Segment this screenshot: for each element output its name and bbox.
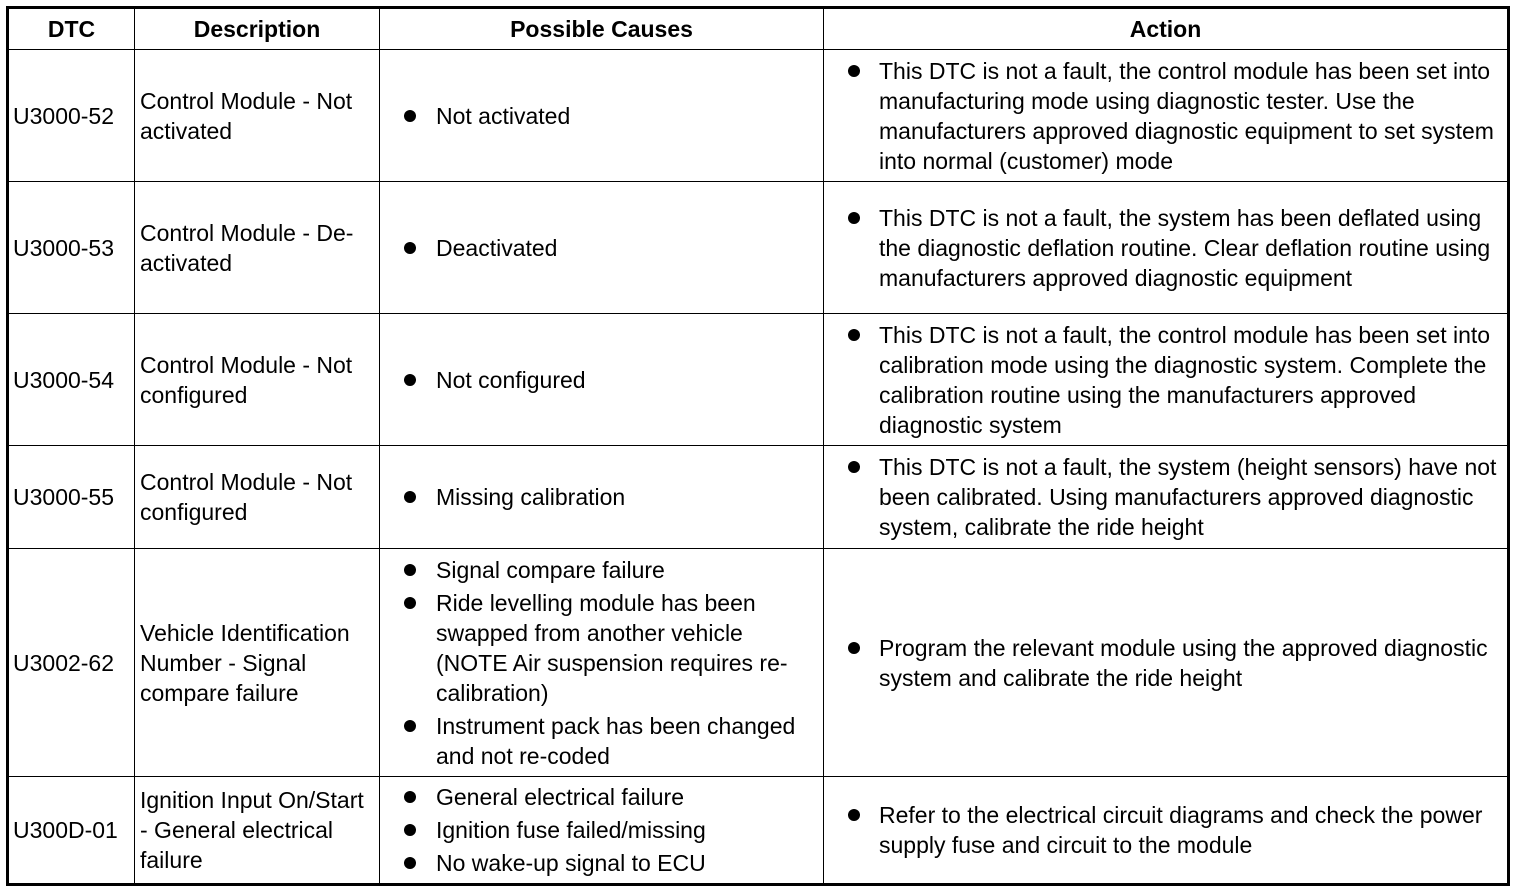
action-text: This DTC is not a fault, the system has been deflated using the diagnostic deflation routine. Clear deflation routine using manufacturers approved diagnostic equipment: [879, 204, 1491, 291]
cause-item: [384, 782, 819, 812]
possible-causes: [380, 182, 824, 314]
cause-item: [384, 101, 819, 131]
action-text: This DTC is not a fault, the control module has been set into manufacturing mode using diagnostic tester. Use the manufacturers approved diagnostic equipment to set system into normal (customer) mode: [879, 57, 1494, 174]
cause-text: Deactivated: [436, 234, 558, 261]
action-item: [828, 633, 1503, 693]
cause-item: [384, 711, 819, 771]
cause-item: [384, 815, 819, 845]
dtc-description: Control Module - De-activated: [135, 182, 380, 314]
bullet-icon: [848, 642, 860, 654]
dtc-code: U3000-53: [8, 182, 135, 314]
dtc-description: Control Module - Not activated: [135, 50, 380, 182]
cause-item: [384, 365, 819, 395]
cause-item: [384, 848, 819, 878]
action-cell: [824, 446, 1509, 549]
bullet-icon: [404, 720, 416, 732]
action-cell: [824, 777, 1509, 885]
action-cell: [824, 50, 1509, 182]
bullet-icon: [848, 329, 860, 341]
bullet-icon: [848, 461, 860, 473]
action-cell: [824, 549, 1509, 777]
action-cell: [824, 314, 1509, 446]
table-row: [8, 777, 1509, 885]
header-description: Description: [135, 8, 380, 50]
cause-text: No wake-up signal to ECU: [436, 850, 706, 876]
bullet-icon: [848, 65, 860, 77]
possible-causes: [380, 777, 824, 885]
bullet-icon: [404, 824, 416, 836]
cause-text: Ignition fuse failed/missing: [436, 817, 706, 843]
action-text: Program the relevant module using the approved diagnostic system and calibrate the ride height: [879, 634, 1488, 691]
bullet-icon: [404, 242, 416, 254]
bullet-icon: [848, 212, 860, 224]
bullet-icon: [404, 791, 416, 803]
possible-causes: [380, 314, 824, 446]
action-text: Refer to the electrical circuit diagrams and check the power supply fuse and circuit to the module: [879, 802, 1483, 858]
cause-text: Signal compare failure: [436, 556, 665, 583]
table-row: [8, 182, 1509, 314]
possible-causes: [380, 50, 824, 182]
action-text: This DTC is not a fault, the control module has been set into calibration mode using the diagnostic system. Complete the calibration routine using the manufacturers approved diagnostic system: [879, 321, 1491, 438]
header-row: [8, 8, 1509, 50]
dtc-description: Vehicle Identification Number - Signal compare failure: [135, 549, 380, 777]
cause-item: [384, 482, 819, 512]
action-item: [828, 320, 1503, 440]
bullet-icon: [848, 809, 860, 821]
action-item: [828, 452, 1503, 542]
bullet-icon: [404, 374, 416, 386]
cause-item: [384, 588, 819, 708]
bullet-icon: [404, 564, 416, 576]
dtc-description: Control Module - Not configured: [135, 446, 380, 549]
table-row: [8, 50, 1509, 182]
dtc-code: U3000-55: [8, 446, 135, 549]
cause-text: General electrical failure: [436, 784, 685, 810]
header-action: Action: [824, 8, 1509, 50]
action-item: [828, 56, 1503, 176]
bullet-icon: [404, 857, 416, 869]
bullet-icon: [404, 597, 416, 609]
dtc-code: U3002-62: [8, 549, 135, 777]
table-row: [8, 314, 1509, 446]
dtc-code: U3000-52: [8, 50, 135, 182]
possible-causes: [380, 446, 824, 549]
cause-text: Missing calibration: [436, 484, 626, 510]
dtc-description: Control Module - Not configured: [135, 314, 380, 446]
dtc-code: U3000-54: [8, 314, 135, 446]
possible-causes: [380, 549, 824, 777]
table-row: [8, 549, 1509, 777]
bullet-icon: [404, 110, 416, 122]
bullet-icon: [404, 491, 416, 503]
cause-item: [384, 555, 819, 585]
cause-item: [384, 233, 819, 263]
header-possible-causes: Possible Causes: [380, 8, 824, 50]
dtc-table: [6, 6, 1510, 886]
table-row: [8, 446, 1509, 549]
cause-text: Not configured: [436, 366, 586, 393]
header-dtc: DTC: [8, 8, 135, 50]
action-text: This DTC is not a fault, the system (height sensors) have not been calibrated. Using manufacturers approved diagnostic system, calibrate the ride height: [879, 454, 1497, 540]
cause-text: Instrument pack has been changed and not re-coded: [436, 712, 796, 769]
cause-text: Not activated: [436, 102, 571, 129]
action-item: [828, 800, 1503, 860]
cause-text: Ride levelling module has been swapped from another vehicle (NOTE Air suspension requires re-calibration): [436, 589, 788, 706]
dtc-code: U300D-01: [8, 777, 135, 885]
dtc-description: Ignition Input On/Start - General electrical failure: [135, 777, 380, 885]
action-item: [828, 203, 1503, 293]
action-cell: [824, 182, 1509, 314]
